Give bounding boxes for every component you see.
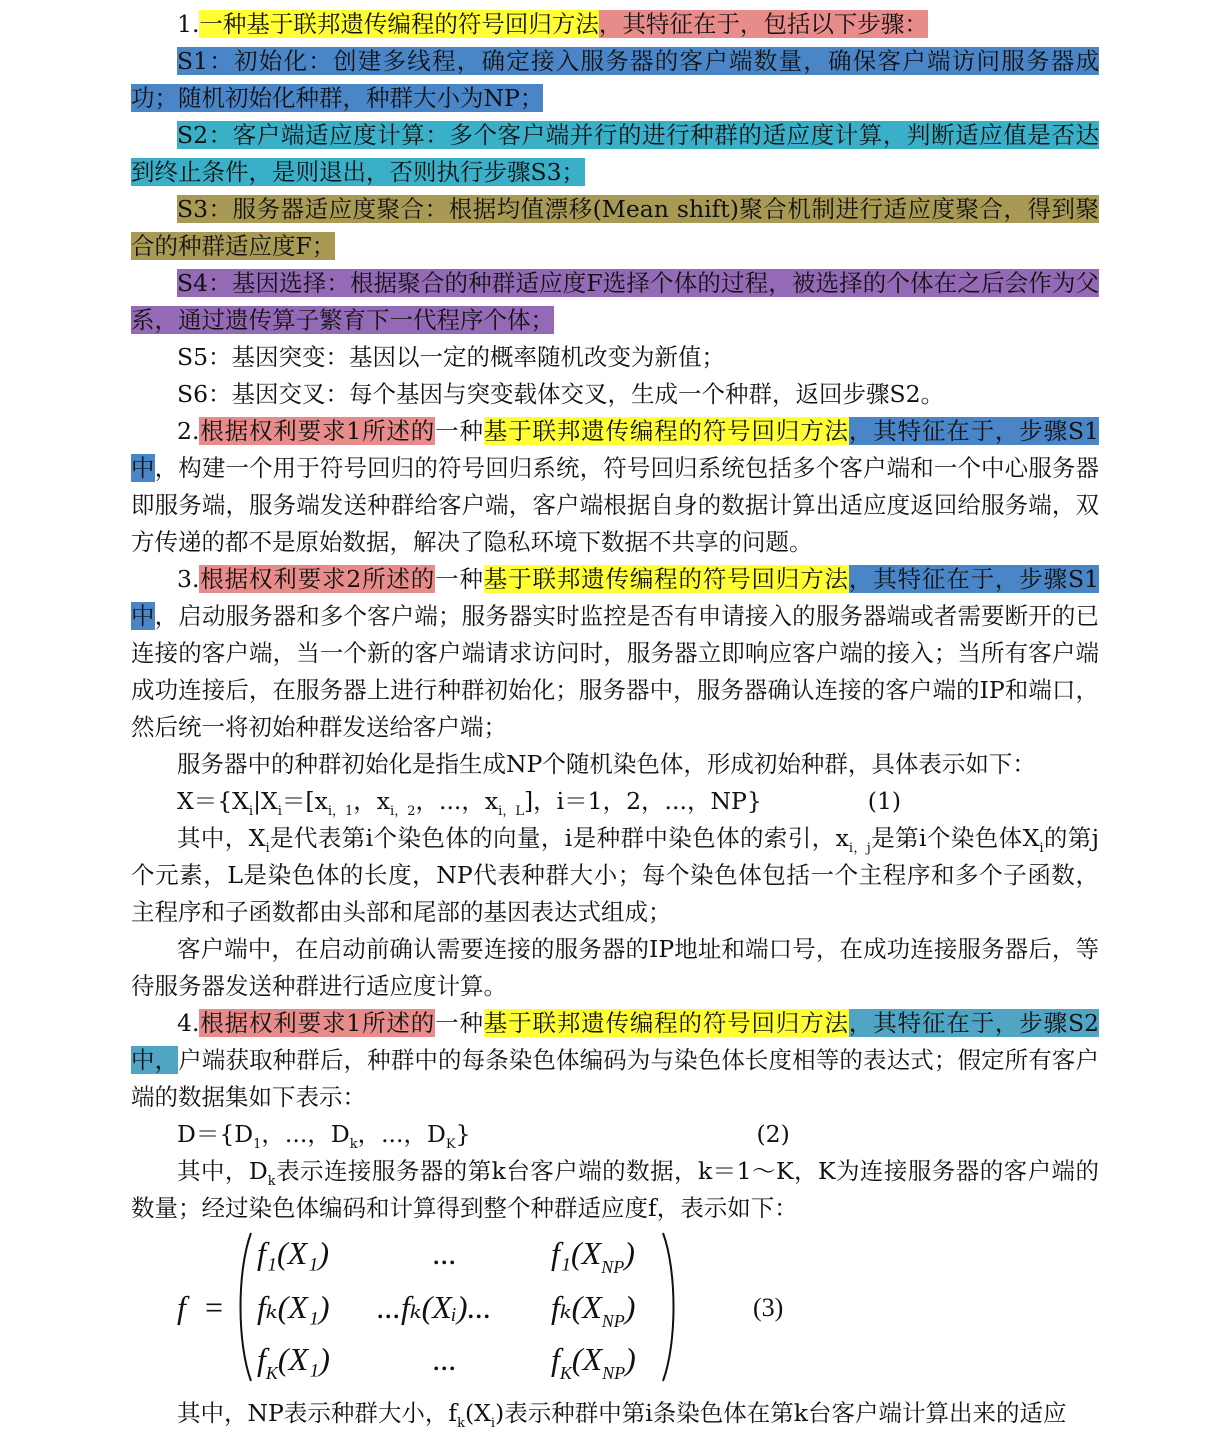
claim-2-reference: 根据权利要求1所述的 (199, 417, 436, 445)
claim-3-client: 客户端中，在启动前确认需要连接的服务器的IP地址和端口号，在成功连接服务器后，等待服务器发送种群进行适应度计算。 (131, 935, 1099, 1000)
claim-3-yi: 一种 (435, 565, 484, 593)
matrix-text: (X₁) (277, 1341, 330, 1377)
claim-4-final-line (131, 1395, 1099, 1432)
claim-2 (131, 413, 1099, 561)
patent-claims-document (131, 6, 1099, 1432)
matrix-sub: K (559, 1363, 572, 1383)
final-sub: i (490, 1416, 496, 1431)
claim-2-feature: ，其特征在于，步骤S1中 (131, 417, 1099, 482)
matrix-text: f₁(X (551, 1235, 602, 1271)
matrix-cell-r2c1: fₖ(X₁) (257, 1289, 330, 1325)
claim-4-body: 户端获取种群后，种群中的每条染色体编码为与染色体长度相等的表达式；假定所有客户端的数据集如下表示： (131, 1046, 1100, 1111)
claim-2-number: 2. (177, 417, 200, 445)
matrix-equals: = (205, 1289, 224, 1325)
equation-2 (131, 1116, 1099, 1153)
step-s2-text: S2：客户端适应度计算：多个客户端并行的进行种群的适应度计算，判断适应值是否达到终止条件，是则退出，否则执行步骤S3； (131, 121, 1099, 186)
claim-4-feature: ，其特征在于，步骤S2中， (131, 1009, 1099, 1074)
eq2-sub: K (445, 1137, 456, 1152)
equation-1 (131, 783, 1099, 820)
eq1-part: ＝[x (281, 787, 328, 815)
claim-4-reference: 根据权利要求1所述的 (199, 1009, 436, 1037)
matrix-cell-r3c3 (551, 1341, 636, 1383)
def-sub: k (267, 1174, 276, 1189)
claim-3 (131, 561, 1099, 746)
matrix-sub: NP (602, 1363, 626, 1383)
claim-3-definitions (131, 820, 1099, 931)
eq1-sub: i，L (498, 804, 524, 819)
matrix-sub: NP (601, 1257, 625, 1277)
eq1-part: ，...，x (415, 787, 499, 815)
matrix-cell-r3c2: ... (433, 1341, 457, 1377)
claim-2-yi: 一种 (435, 417, 484, 445)
def-part: 表示连接服务器的第k台客户端的数据，k＝1～K，K为连接服务器的客户端的数量；经过染色体编码和计算得到整个种群适应度f，表示如下： (131, 1157, 1100, 1222)
final-part: )表示种群中第i条染色体在第k台客户端计算出来的适应 (495, 1399, 1067, 1427)
matrix-sub: K (265, 1363, 278, 1383)
matrix-cell-r1c1: f₁(X₁) (257, 1235, 329, 1271)
matrix-text: ) (624, 1289, 636, 1325)
final-part: 其中，NP表示种群大小，f (177, 1399, 458, 1427)
eq1-part: ，x (353, 787, 391, 815)
claim-1-step-s4 (131, 265, 1099, 339)
claim-1-heading (131, 6, 1099, 43)
equation-1-number: (1) (867, 787, 902, 815)
eq1-part: X＝{X (177, 787, 249, 815)
claim-3-population-init: 服务器中的种群初始化是指生成NP个随机染色体，形成初始种群，具体表示如下： (177, 750, 1036, 778)
eq2-sub: 1 (253, 1137, 262, 1152)
claim-1-feature: ，其特征在于，包括以下步骤： (598, 10, 928, 38)
eq1-sub: i，1 (327, 804, 354, 819)
def-part: 其中，X (177, 824, 266, 852)
claim-1-step-s2 (131, 117, 1099, 191)
eq1-sub: i，2 (390, 804, 416, 819)
matrix-sub: NP (601, 1311, 625, 1331)
claim-4-definitions (131, 1153, 1099, 1227)
claim-1-number: 1. (177, 10, 200, 38)
def-sub: i，j (848, 841, 871, 856)
claim-1-title: 一种基于联邦遗传编程的符号回归方法 (199, 10, 599, 38)
def-part: 是第i个染色体X (870, 824, 1040, 852)
claim-3-number: 3. (177, 565, 200, 593)
eq2-part: ，...，D (357, 1120, 446, 1148)
equation-3-matrix (131, 1231, 1099, 1389)
eq2-part: D＝{D (177, 1120, 254, 1148)
claim-1-step-s3 (131, 191, 1099, 265)
eq2-part: ，...，D (261, 1120, 350, 1148)
matrix-text: ) (625, 1341, 636, 1377)
eq2-sub: k (349, 1137, 358, 1152)
claim-4-number: 4. (177, 1009, 200, 1037)
matrix-lhs: f (177, 1289, 186, 1325)
right-paren-icon (661, 1231, 679, 1383)
matrix-cell-r2c2: ...fₖ(Xᵢ)... (377, 1289, 492, 1325)
def-sub: i (265, 841, 270, 856)
step-s1-text: S1：初始化：创建多线程，确定接入服务器的客户端数量，确保客户端访问服务器成功；随机初始化种群，种群大小为NP； (131, 47, 1099, 112)
matrix-text: fₖ(X (551, 1289, 602, 1325)
eq1-sub: i (248, 804, 254, 819)
claim-1-step-s5: S5：基因突变：基因以一定的概率随机改变为新值； (177, 343, 726, 371)
matrix-text: f (257, 1341, 266, 1377)
matrix-cell-r1c2: ... (433, 1235, 457, 1271)
equation-3-number: (3) (753, 1293, 784, 1322)
matrix-cell-r2c3 (551, 1289, 636, 1331)
claim-4 (131, 1005, 1099, 1116)
eq1-part: |X (253, 787, 278, 815)
claim-3-body: ，启动服务器和多个客户端；服务器实时监控是否有申请接入的服务器端或者需要断开的已连接的客户端，当一个新的客户端请求访问时，服务器立即响应客户端的接入；当所有客户端成功连接后，在服务器上进行种群初始化；服务器中，服务器确认连接的客户端的IP和端口，然后统一将初始种群发送给客户端； (131, 602, 1100, 741)
claim-1-step-s6: S6：基因交叉：每个基因与突变载体交叉，生成一个种群，返回步骤S2。 (177, 380, 945, 408)
eq2-part: } (455, 1120, 471, 1148)
claim-2-body: ，构建一个用于符号回归的符号回归系统，符号回归系统包括多个客户端和一个中心服务器即服务端，服务端发送种群给客户端，客户端根据自身的数据计算出适应度返回给服务端，双方传递的都不是原始数据，解决了隐私环境下数据不共享的问题。 (131, 454, 1100, 556)
step-s3-text: S3：服务器适应度聚合：根据均值漂移(Mean shift)聚合机制进行适应度聚合，得到聚合的种群适应度F； (131, 195, 1099, 260)
step-s4-text: S4：基因选择：根据聚合的种群适应度F选择个体的过程，被选择的个体在之后会作为父系，通过遗传算子繁育下一代程序个体； (131, 269, 1099, 334)
claim-3-feature: ，其特征在于，步骤S1中 (131, 565, 1099, 630)
def-sub: i (1039, 841, 1044, 856)
claim-2-title: 基于联邦遗传编程的符号回归方法 (483, 417, 849, 445)
matrix-cell-r1c3 (551, 1235, 635, 1277)
def-part: 其中，D (177, 1157, 268, 1185)
claim-3-title: 基于联邦遗传编程的符号回归方法 (483, 565, 849, 593)
claim-4-title: 基于联邦遗传编程的符号回归方法 (483, 1009, 849, 1037)
equation-2-number: (2) (756, 1120, 790, 1148)
eq1-sub: i (277, 804, 282, 819)
matrix-text: ) (624, 1235, 635, 1271)
def-part: 的第j个元素，L是染色体的长度，NP代表种群大小；每个染色体包括一个主程序和多个子函数，主程序和子函数都由头部和尾部的基因表达式组成； (131, 824, 1099, 926)
claim-4-yi: 一种 (435, 1009, 484, 1037)
eq1-part: ]，i＝1，2，...，NP} (523, 787, 762, 815)
def-part: 是代表第i个染色体的向量，i是种群中染色体的索引，x (269, 824, 849, 852)
claim-3-reference: 根据权利要求2所述的 (199, 565, 436, 593)
final-sub: k (457, 1416, 465, 1431)
matrix-text: f (551, 1341, 560, 1377)
matrix-text: (X (571, 1341, 603, 1377)
final-part: (X (464, 1399, 491, 1427)
left-paren-icon (235, 1231, 253, 1383)
matrix-cell-r3c1 (257, 1341, 330, 1383)
claim-1-step-s1 (131, 43, 1099, 117)
